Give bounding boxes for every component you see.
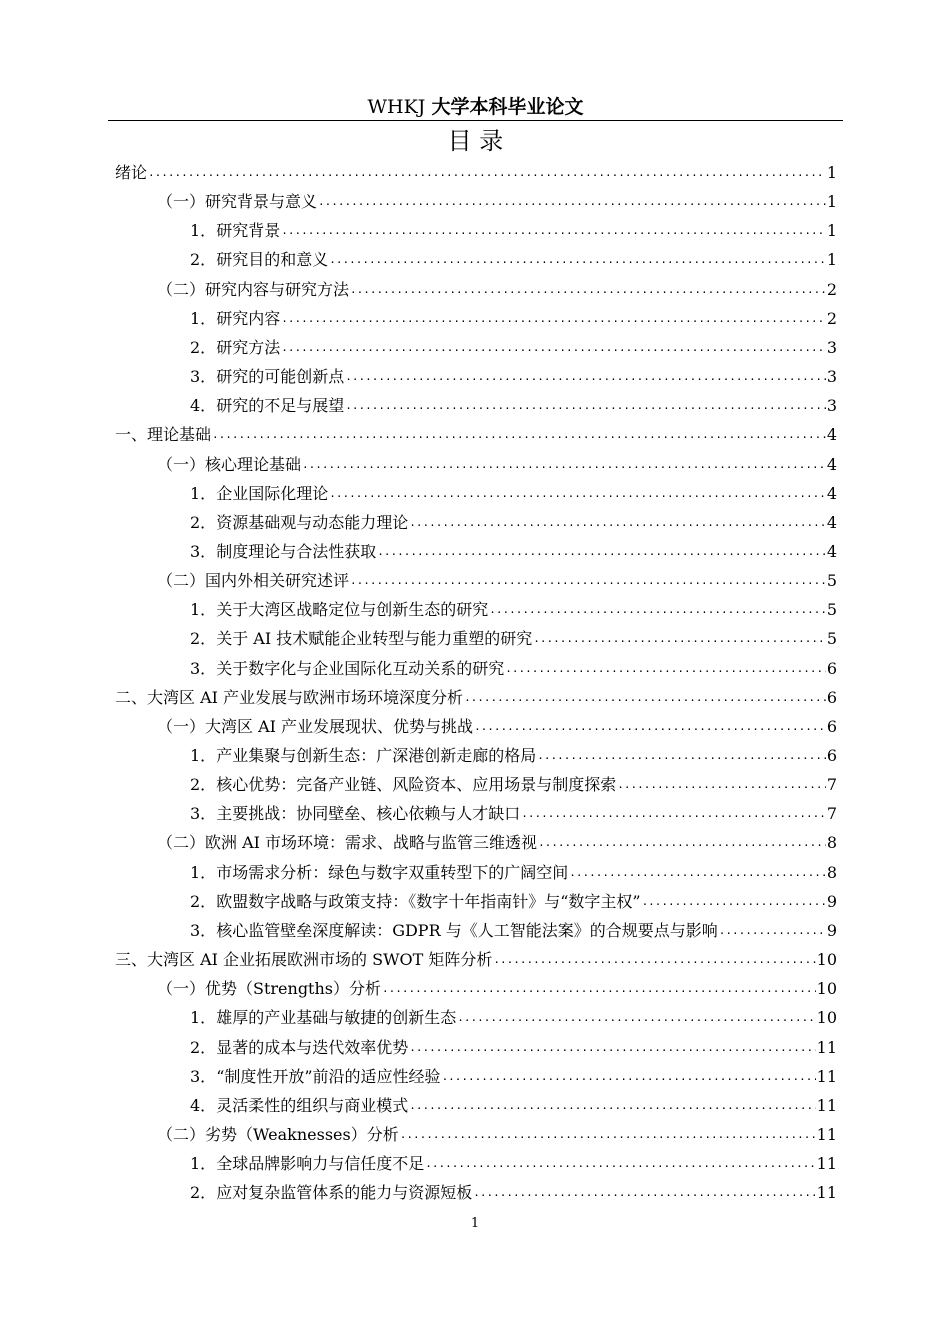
toc-entry[interactable]: [190, 1030, 837, 1059]
toc-entry[interactable]: [190, 884, 837, 913]
toc-entry[interactable]: [190, 855, 837, 884]
toc-entry-title: 灵活柔性的组织与商业模式: [216, 1095, 409, 1115]
toc-entry-title: （二）欧洲 AI 市场环境：需求、战略与监管三维透视: [157, 833, 538, 853]
toc-entry-title: 研究的可能创新点: [216, 367, 345, 387]
toc-entry[interactable]: [115, 155, 837, 184]
toc-entry-page: 11: [816, 1154, 837, 1174]
toc-entry-title: 全球品牌影响力与信任度不足: [216, 1154, 425, 1174]
toc-entry[interactable]: [190, 476, 837, 505]
dot-leader: [318, 191, 826, 213]
toc-entry[interactable]: [190, 359, 837, 388]
toc-entry-number: 1．: [190, 600, 217, 620]
toc-entry-title: 三、大湾区 AI 企业拓展欧洲市场的 SWOT 矩阵分析: [115, 950, 493, 970]
toc-entry[interactable]: [190, 242, 837, 271]
toc-entry-title: 关于 AI 技术赋能企业转型与能力重塑的研究: [216, 629, 533, 649]
dot-leader: [569, 862, 826, 884]
toc-entry[interactable]: [190, 330, 837, 359]
toc-entry-page: 4: [826, 483, 837, 503]
toc-entry[interactable]: [190, 1000, 837, 1029]
dot-leader: [281, 220, 826, 242]
dot-leader: [474, 716, 826, 738]
dot-leader: [489, 599, 826, 621]
toc-entry[interactable]: [190, 651, 837, 680]
toc-entry-number: 1．: [190, 746, 217, 765]
toc-entry-page: 2: [826, 279, 837, 299]
dot-leader: [457, 1007, 815, 1029]
toc-entry-page: 4: [826, 425, 837, 445]
toc-entry-number: 4．: [190, 1095, 217, 1115]
dot-leader: [505, 658, 826, 680]
toc-entry-number: 1．: [190, 1154, 217, 1174]
toc-entry-title: 欧盟数字战略与政策支持：《数字十年指南针》与“数字主权”: [216, 891, 641, 911]
toc-entry-page: 1: [826, 192, 837, 212]
toc-entry[interactable]: [190, 213, 837, 242]
dot-leader: [521, 803, 826, 825]
dot-leader: [642, 891, 826, 913]
toc-entry[interactable]: [190, 592, 837, 621]
toc-entry[interactable]: [190, 738, 837, 767]
toc-entry[interactable]: [190, 1175, 837, 1204]
toc-entry-number: 3．: [190, 367, 217, 387]
dot-leader: [409, 1095, 815, 1117]
toc-entry[interactable]: [157, 1117, 837, 1146]
toc-entry-number: 2．: [190, 1183, 217, 1203]
dot-leader: [329, 483, 826, 505]
toc-entry-page: 11: [816, 1095, 837, 1115]
dot-leader: [719, 920, 826, 942]
toc-entry-page: 9: [826, 891, 837, 911]
toc-entry[interactable]: [190, 534, 837, 563]
toc-entry-page: 7: [826, 775, 837, 795]
toc-entry-page: 11: [816, 1037, 837, 1057]
toc-entry-page: 6: [826, 746, 837, 765]
dot-leader: [281, 308, 826, 330]
toc-entry-page: 11: [816, 1124, 837, 1144]
toc-entry-page: 3: [826, 396, 837, 416]
toc-entry-page: 2: [826, 308, 837, 328]
toc-entry[interactable]: [190, 913, 837, 942]
toc-entry-title: 核心监管壁垒深度解读：GDPR 与《人工智能法案》的合规要点与影响: [216, 920, 718, 940]
toc-entry-number: 2．: [190, 1037, 217, 1057]
dot-leader: [442, 1066, 816, 1088]
toc-entry[interactable]: [190, 301, 837, 330]
toc-entry[interactable]: [157, 184, 837, 213]
toc-entry[interactable]: [190, 388, 837, 417]
toc-entry[interactable]: [157, 971, 837, 1000]
dot-leader: [400, 1124, 816, 1146]
toc-entry[interactable]: [190, 505, 837, 534]
toc-entry-page: 4: [826, 541, 837, 561]
header-prefix: WHKJ: [367, 96, 426, 118]
toc-entry-title: （一）研究背景与意义: [157, 192, 318, 212]
toc-entry[interactable]: [190, 767, 837, 796]
toc-entry-number: 2．: [190, 250, 217, 270]
dot-leader: [617, 774, 826, 796]
toc-entry-page: 10: [816, 1008, 837, 1028]
toc-entry-number: 3．: [190, 804, 217, 824]
toc-entry-title: 关于大湾区战略定位与创新生态的研究: [216, 600, 489, 620]
toc-entry-number: 3．: [190, 920, 217, 940]
page-number: 1: [470, 1216, 480, 1231]
toc-entry-title: （一）核心理论基础: [157, 454, 302, 474]
toc-entry[interactable]: [115, 680, 837, 709]
toc-entry-title: 核心优势：完备产业链、风险资本、应用场景与制度探索: [216, 775, 617, 795]
toc-entry-page: 11: [816, 1183, 837, 1203]
toc-entry-number: 4．: [190, 396, 217, 416]
dot-leader: [425, 1153, 815, 1175]
toc-entry-number: 3．: [190, 658, 217, 678]
dot-leader: [493, 949, 815, 971]
toc-entry-page: 5: [826, 629, 837, 649]
toc-entry[interactable]: [157, 709, 837, 738]
toc-entry-title: （一）优势（Strengths）分析: [157, 979, 382, 999]
toc-title: 目 录: [447, 127, 504, 155]
toc-entry-number: 1．: [190, 221, 217, 241]
toc-entry-title: 一、理论基础: [115, 425, 212, 445]
dot-leader: [148, 162, 826, 184]
toc-entry-page: 10: [816, 950, 837, 970]
toc-entry[interactable]: [190, 1059, 837, 1088]
toc-entry-page: 3: [826, 337, 837, 357]
toc-entry-page: 11: [816, 1066, 837, 1086]
toc-entry-title: 制度理论与合法性获取: [216, 541, 377, 561]
toc-entry[interactable]: [157, 447, 837, 476]
toc-entry-title: 绪论: [115, 163, 148, 182]
toc-entry[interactable]: [190, 621, 837, 650]
toc-entry-number: 2．: [190, 629, 217, 649]
toc-entry[interactable]: [157, 272, 837, 301]
toc-entry[interactable]: [190, 796, 837, 825]
toc-entry[interactable]: [190, 1088, 837, 1117]
toc-entry-number: 2．: [190, 891, 217, 911]
toc-entry-title: 研究背景: [216, 221, 281, 241]
toc-entry[interactable]: [115, 417, 837, 446]
toc-entry-page: 5: [826, 600, 837, 620]
dot-leader: [537, 745, 826, 767]
toc-entry-page: 8: [826, 862, 837, 882]
toc-entry[interactable]: [157, 825, 837, 854]
toc-entry-title: 研究的不足与展望: [216, 396, 345, 416]
toc-entry-title: “制度性开放”前沿的适应性经验: [216, 1066, 441, 1086]
toc-entry-number: 3．: [190, 1066, 217, 1086]
toc-entry-title: 显著的成本与迭代效率优势: [216, 1037, 409, 1057]
toc-entry-title: 企业国际化理论: [216, 483, 329, 503]
toc-entry-title: 应对复杂监管体系的能力与资源短板: [216, 1183, 473, 1203]
toc-entry-page: 3: [826, 367, 837, 387]
dot-leader: [409, 1037, 815, 1059]
toc-entry-page: 8: [826, 833, 837, 853]
dot-leader: [350, 279, 826, 301]
dot-leader: [329, 249, 826, 271]
toc-entry-page: 1: [826, 163, 837, 182]
dot-leader: [382, 978, 816, 1000]
toc-entry-page: 5: [826, 571, 837, 591]
header-title: 大学本科毕业论文: [431, 96, 584, 118]
toc-entry[interactable]: [190, 1146, 837, 1175]
dot-leader: [345, 366, 826, 388]
toc-entry-title: 资源基础观与动态能力理论: [216, 512, 409, 532]
toc-entry-number: 1．: [190, 1008, 217, 1028]
dot-leader: [538, 832, 826, 854]
dot-leader: [281, 337, 826, 359]
toc-entry-page: 10: [816, 979, 837, 999]
toc-entry-title: 雄厚的产业基础与敏捷的创新生态: [216, 1008, 457, 1028]
toc-entry-number: 2．: [190, 337, 217, 357]
dot-leader: [533, 628, 826, 650]
toc-entry-page: 9: [826, 920, 837, 940]
toc-entry-number: 1．: [190, 308, 217, 328]
dot-leader: [350, 570, 826, 592]
page-header: [108, 94, 843, 121]
toc-entry-title: 市场需求分析：绿色与数字双重转型下的广阔空间: [216, 862, 569, 882]
dot-leader: [473, 1182, 815, 1204]
toc-entry-title: 二、大湾区 AI 产业发展与欧洲市场环境深度分析: [115, 687, 464, 707]
toc-entry-page: 6: [826, 687, 837, 707]
toc-entry-number: 2．: [190, 775, 217, 795]
toc-entry-title: 关于数字化与企业国际化互动关系的研究: [216, 658, 505, 678]
toc-entry-page: 4: [826, 454, 837, 474]
toc-entry-page: 6: [826, 658, 837, 678]
toc-entry-page: 7: [826, 804, 837, 824]
dot-leader: [377, 541, 826, 563]
toc-entry-title: 研究内容: [216, 308, 281, 328]
dot-leader: [212, 424, 826, 446]
toc-entry-page: 1: [826, 250, 837, 270]
toc-entry-title: 研究方法: [216, 337, 281, 357]
toc-entry[interactable]: [157, 563, 837, 592]
toc-entry-title: （二）劣势（Weaknesses）分析: [157, 1124, 399, 1144]
toc-entry-title: 主要挑战：协同壁垒、核心依赖与人才缺口: [216, 804, 521, 824]
toc-entry-page: 6: [826, 716, 837, 736]
dot-leader: [464, 687, 826, 709]
toc-entry-page: 4: [826, 512, 837, 532]
toc-entry-title: 产业集聚与创新生态：广深港创新走廊的格局: [216, 746, 537, 765]
dot-leader: [409, 512, 826, 534]
toc-entry-number: 3．: [190, 541, 217, 561]
toc-entry-title: 研究目的和意义: [216, 250, 329, 270]
dot-leader: [302, 454, 826, 476]
toc-entry-title: （二）国内外相关研究述评: [157, 571, 350, 591]
toc-entry-number: 2．: [190, 512, 217, 532]
toc-entry-page: 1: [826, 221, 837, 241]
toc-entry-title: （一）大湾区 AI 产业发展现状、优势与挑战: [157, 716, 474, 736]
dot-leader: [345, 395, 826, 417]
toc-entry-title: （二）研究内容与研究方法: [157, 279, 350, 299]
toc-entry-number: 1．: [190, 862, 217, 882]
toc-entry[interactable]: [115, 942, 837, 971]
toc-entry-number: 1．: [190, 483, 217, 503]
